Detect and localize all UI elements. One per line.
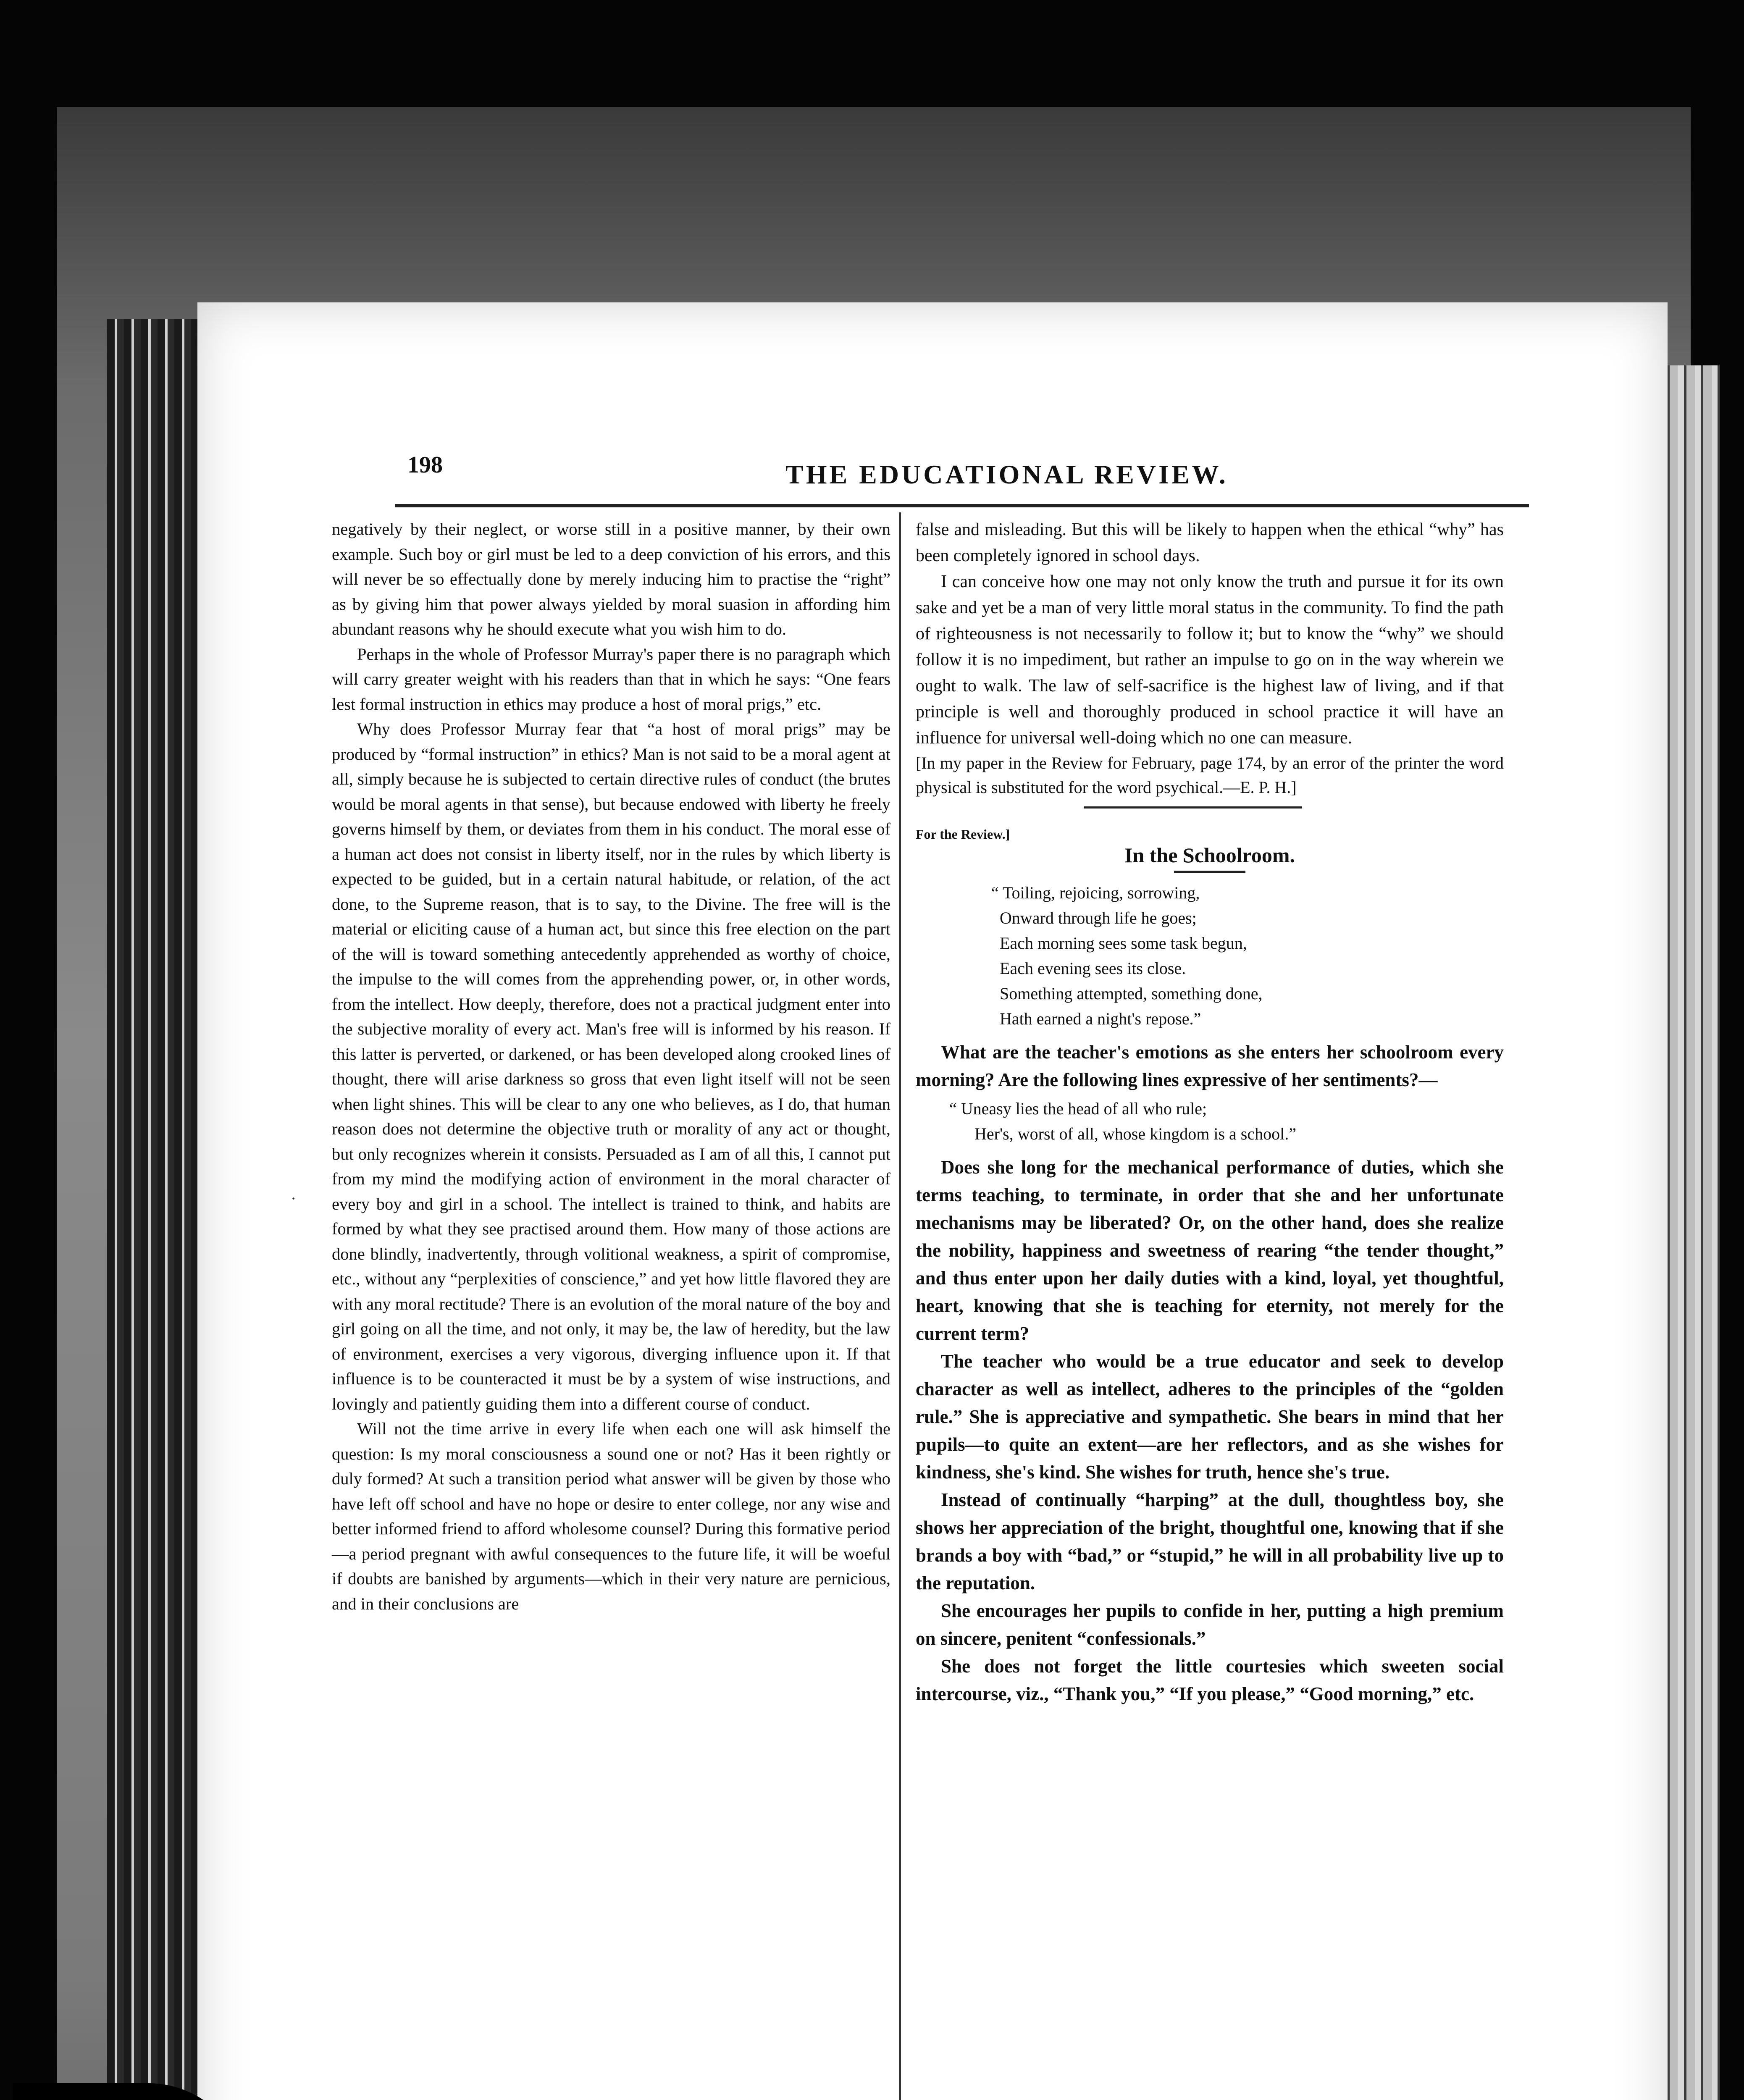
source-credit: For the Review.]	[916, 827, 1010, 842]
poem	[991, 880, 1504, 1032]
poem-line: Each morning sees some task begun,	[1000, 934, 1247, 953]
poem-line: Hath earned a night's repose.”	[1000, 1009, 1201, 1028]
quote-line: “ Uneasy lies the head of all who rule;	[949, 1099, 1207, 1118]
paragraph: Instead of continually “harping” at the dull, thoughtless boy, she shows her appreciation of the bright, thoughtful one, knowing that if she brands a boy with “bad,” or “stupid,” he will in all probability live up to the reputation.	[916, 1489, 1504, 1593]
paragraph: Perhaps in the whole of Professor Murray's paper there is no paragraph which will carry greater weight with his readers than that in which he says: “One fears lest formal instruction in ethics may produce a host of moral prigs,” etc.	[332, 644, 890, 714]
poem-line: “ Toiling, rejoicing, sorrowing,	[991, 883, 1200, 902]
paragraph: She does not forget the little courtesies which sweeten social intercourse, viz., “Thank you,” “If you please,” “Good morning,” etc.	[916, 1656, 1504, 1704]
margin-mark: ·	[291, 1189, 297, 1208]
paragraph: Why does Professor Murray fear that “a host of moral prigs” may be produced by “formal instruction” in ethics? Man is not said to be a moral agent at all, simply because he is subjected to certain directive rules of conduct (the brutes would be moral agents in that sense), but because endowed with liberty he freely governs himself by them, or deviates from them in his conduct. The moral esse of a human act does not consist in liberty itself, nor in the rules by which liberty is expected to be guided, but in a certain natural habitude, or relation, of the act done, to the Supreme reason, that is to say, to the Divine. The free will is the material or eliciting cause of a human act, but since this free election on the part of the will is toward something antecedently apprehended as worthy of choice, the impulse to the will comes from the apprehending power, or, in other words, from the intellect. How deeply, therefore, does not a practical judgment enter into the subjective morality of every act. Man's free will is informed by his reason. If this latter is perverted, or darkened, or has been developed along crooked lines of thought, there will arise darkness so gross that even light itself will not be seen when light shines. This will be clear to any one who believes, as I do, that human reason does not determine the objective truth or morality of any act or thought, but only recognizes wherein it consists. Persuaded as I am of all this, I cannot put from my mind the modifying action of environment in the moral character of every boy and girl in a school. The intellect is trained to think, and habits are formed by what they see practised around them. How many of those actions are done blindly, inadvertently, through volitional weakness, a spirit of compromise, etc., without any “perplexities of conscience,” and yet how little flavored they are with any moral rectitude? There is an evolution of the moral nature of the boy and girl going on all the time, and not only, it may be, the law of heredity, but the law of environment, exercises a very vigorous, diverging influence upon it. If that influence is to be counteracted it must be by a system of wise instructions, and lovingly and patiently guiding them into a different course of conduct.	[332, 719, 890, 1413]
section-title: In the Schoolroom.	[1124, 843, 1295, 867]
paragraph: Does she long for the mechanical performance of duties, which she terms teaching, to terminate, in order that she and her unfortunate mechanisms may be liberated? Or, on the other hand, does she realize the nobility, happiness and sweetness of rearing “the tender thought,” and thus enter upon her daily duties with a kind, loyal, yet thoughtful, heart, knowing that she is teaching for eternity, not merely for the current term?	[916, 1157, 1504, 1344]
column-divider	[899, 512, 901, 2100]
book-page-edges-right	[1661, 365, 1720, 2100]
poem-line: Each evening sees its close.	[1000, 959, 1186, 978]
paragraph: What are the teacher's emotions as she enters her schoolroom every morning? Are the following lines expressive of her sentiments?—	[916, 1042, 1504, 1090]
poem-line: Something attempted, something done,	[1000, 984, 1263, 1003]
header-rule	[395, 504, 1529, 507]
editor-note: [In my paper in the Review for February, page 174, by an error of the printer the word physical is substituted for the word psychical.—E. P. H.]	[916, 753, 1504, 797]
title-rule	[1174, 871, 1245, 873]
page-number: 198	[407, 452, 443, 478]
book-page-edges-left	[107, 319, 204, 2100]
paragraph: false and misleading. But this will be likely to happen when the ethical “why” has been completely ignored in school days.	[916, 520, 1504, 565]
paragraph: She encourages her pupils to confide in her, putting a high premium on sincere, penitent “confessionals.”	[916, 1600, 1504, 1649]
quote-line: Her's, worst of all, whose kingdom is a school.”	[974, 1124, 1296, 1143]
quotation	[949, 1096, 1504, 1147]
left-column	[332, 517, 890, 1616]
paragraph: negatively by their neglect, or worse still in a positive manner, by their own example. Such boy or girl must be led to a deep conviction of his errors, and this will never be so effectually done by merely inducing him to practise the “right” as by giving him that power always yielded by moral suasion in affording him abundant reasons why he should execute what you wish him to do.	[332, 520, 890, 638]
page-header	[407, 452, 1542, 489]
separator-rule	[1084, 806, 1302, 808]
right-column	[916, 517, 1504, 1708]
paragraph: The teacher who would be a true educator and seek to develop character as well as intellect, adheres to the principles of the “golden rule.” She is appreciative and sympathetic. She bears in mind that her pupils—to quite an extent—are her reflectors, and as she wishes for kindness, she's kind. She wishes for truth, hence she's true.	[916, 1351, 1504, 1483]
poem-line: Onward through life he goes;	[1000, 908, 1197, 927]
paragraph: I can conceive how one may not only know the truth and pursue it for its own sake and yet be a man of very little moral status in the community. To find the path of righteousness is not necessarily to follow it; but to know the “why” we should follow it is no impediment, but rather an impulse to go on in the way wherein we ought to walk. The law of self-sacrifice is the highest law of living, and if that principle is well and thoroughly produced in school practice it will have an influence for universal well-doing which no one can measure.	[916, 572, 1504, 748]
paragraph: Will not the time arrive in every life when each one will ask himself the question: Is my moral consciousness a sound one or not? Has it been rightly or duly formed? At such a transition period what answer will be given by those who have left off school and have no hope or desire to enter college, nor any wise and better informed friend to afford wholesome counsel? During this formative period—a period pregnant with awful consequences to the future life, it will be woeful if doubts are banished by arguments—which in their very nature are pernicious, and in their conclusions are	[332, 1419, 890, 1613]
running-title: THE EDUCATIONAL REVIEW.	[785, 459, 1228, 489]
